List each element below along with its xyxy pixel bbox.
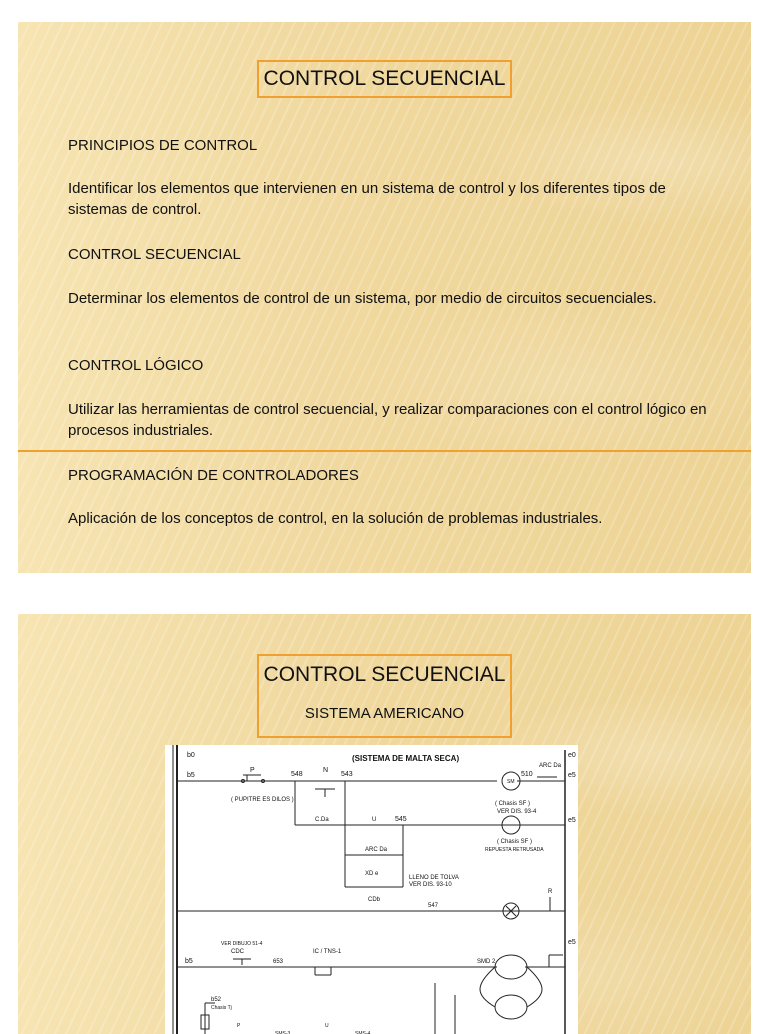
label-u2: U [325,1023,329,1029]
section-3-heading: CONTROL LÓGICO [68,357,204,374]
section-1-heading: PRINCIPIOS DE CONTROL [68,137,258,154]
label-chasis-2: ( Chasis SF ) [497,839,533,845]
section-2-heading: CONTROL SECUENCIAL [68,246,241,263]
label-548: 548 [291,771,303,778]
ladder-diagram [165,745,578,1034]
label-543: 543 [341,771,353,778]
label-pupitre: ( PUPITRE ES DILOS ) [231,797,294,803]
label-e5b: e5 [568,817,576,824]
section-2-text: Determinar los elementos de control de un sistema, por medio de circuitos secuenciales. [68,290,657,307]
label-b52: b52 [211,997,222,1003]
slide-2-title: CONTROL SECUENCIAL [263,663,506,686]
label-b5b: b5 [185,958,193,965]
slide-2 [18,614,751,1034]
label-cdc: CDC [231,949,244,955]
diagram-header: (SISTEMA DE MALTA SECA) [352,754,460,763]
label-u: U [372,817,377,823]
slide-2-title-box [257,654,512,738]
label-p: P [250,767,255,774]
label-chasis-3: Chasis Tj [211,1005,232,1011]
label-repuesta: REPUESTA RETRUSADA [485,847,544,853]
label-verdis-2: VER DIS. 93-10 [409,882,452,888]
label-xd: XD e [365,871,379,877]
section-4-text: Aplicación de los conceptos de control, en la solución de problemas industriales. [68,510,603,527]
section-4-heading: PROGRAMACIÓN DE CONTROLADORES [68,467,359,484]
section-3-text: Utilizar las herramientas de control secuencial, y realizar comparaciones con el control lógico en procesos industriales. [68,401,707,439]
label-arcda: ARC Da [365,847,388,853]
label-smd2: SMD 2 [477,959,496,965]
label-cda: C.Da [315,817,329,823]
label-verdis-1: VER DIS. 93-4 [497,809,537,815]
label-lleno: LLENO DE TOLVA [409,875,459,881]
slide-1 [18,22,751,573]
label-p2: P [237,1023,241,1029]
label-verdib: VER DIBUJO 51-4 [221,941,263,947]
label-ic: IC / TNS-1 [313,949,342,955]
label-b5: b5 [187,772,195,779]
label-b0: b0 [187,752,195,759]
label-chasis-1: ( Chasis SF ) [495,801,531,807]
label-653: 653 [273,959,284,965]
label-e5: e5 [568,772,576,779]
label-r: R [548,889,553,895]
label-sms3: SMS-3 [275,1031,291,1034]
label-sm: SM [507,779,515,785]
slide-1-title: CONTROL SECUENCIAL [257,60,512,98]
label-545: 545 [395,816,407,823]
label-e5c: e5 [568,939,576,946]
slide-2-subtitle: SISTEMA AMERICANO [304,705,465,722]
label-arcda-top: ARC Da [539,763,562,769]
label-510: 510 [521,771,533,778]
label-n: N [323,767,329,774]
section-1-text: Identificar los elementos que intervienen en un sistema de control y los diferentes tipos de sistemas de control. [68,180,666,218]
divider-line [18,450,751,452]
label-sms4: SMS-4 [355,1031,371,1034]
ladder-diagram-svg [165,745,578,1034]
label-cdb: CDb [368,897,381,903]
label-547: 547 [428,903,439,909]
label-e0: e0 [568,752,576,759]
